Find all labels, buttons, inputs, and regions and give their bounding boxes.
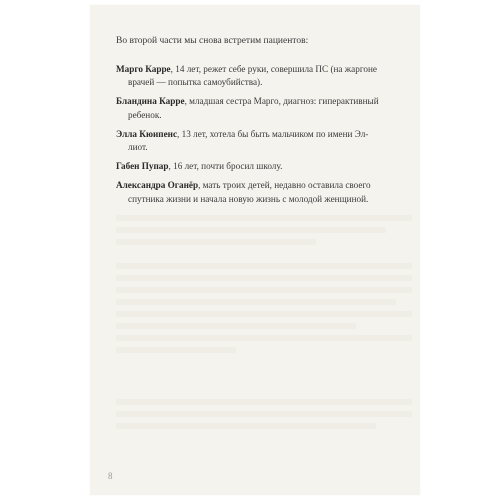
bleed-through-line (116, 299, 396, 305)
page-number-mark: 8 (108, 471, 113, 481)
patient-description-cont: спутника жизни и начала новую жизнь с молодой женщиной. (128, 193, 369, 204)
patient-entry-ella (116, 128, 412, 154)
bleed-through-line (116, 423, 376, 429)
patient-description-cont: врачей — попытка самоубийства). (128, 77, 263, 88)
patient-name: Габен Пупар (116, 161, 169, 172)
patient-list (116, 63, 412, 212)
bleed-through-line (116, 399, 412, 405)
bleed-through-line (116, 323, 356, 329)
patient-description-cont: лиот. (128, 142, 148, 153)
patient-description: , младшая сестра Марго, диагноз: гиперактивный (184, 96, 379, 107)
bleed-through-line (116, 335, 412, 341)
intro-text: Во второй части мы снова встретим пациентов: (116, 36, 309, 46)
patient-name: Марго Карре (116, 64, 171, 74)
bleed-through-line (116, 227, 386, 233)
patient-description-cont: ребенок. (128, 109, 162, 120)
bleed-through-line (116, 215, 412, 221)
bleed-through-line (116, 263, 412, 269)
patient-entry-blandina (116, 95, 412, 121)
bleed-through-line (116, 311, 412, 317)
patient-description: , 14 лет, режет себе руки, совершила ПС (на жаргоне (170, 64, 377, 74)
patient-description: , 16 лет, почти бросил школу. (168, 161, 283, 172)
patient-description: , мать троих детей, недавно оставила своего (198, 180, 371, 191)
bleed-through-line (116, 347, 236, 353)
book-page (90, 5, 420, 495)
bleed-through-line (116, 275, 412, 281)
patient-name: Бландина Карре (116, 96, 185, 107)
patient-description: , 13 лет, хотела бы быть мальчиком по имени Эл- (177, 128, 369, 139)
patient-entry-margo (116, 63, 412, 89)
bleed-through-line (116, 239, 316, 245)
patient-entry-gaben (116, 160, 412, 173)
patient-entry-alexandra (116, 179, 412, 205)
patient-name: Элла Кюипенс (116, 128, 178, 139)
bleed-through-line (116, 287, 412, 293)
patient-name: Александра Оганёр (116, 180, 199, 191)
bleed-through-line (116, 411, 412, 417)
